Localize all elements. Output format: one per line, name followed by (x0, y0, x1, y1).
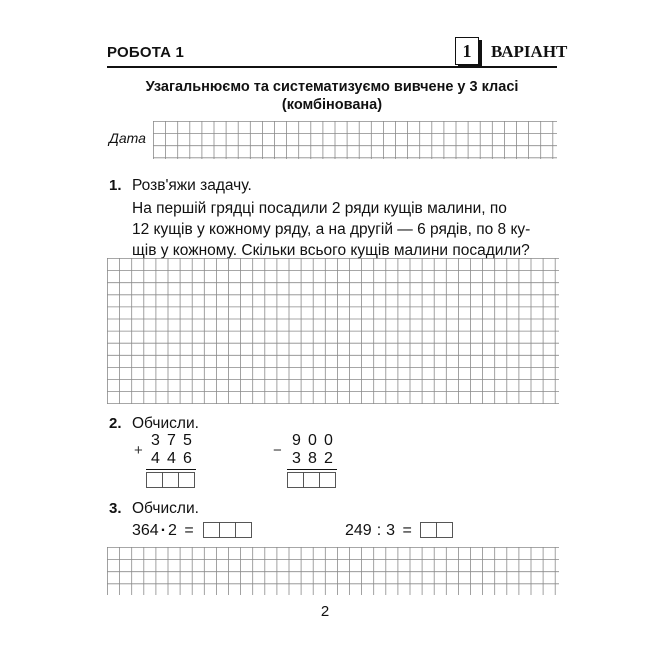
work-label: РОБОТА 1 (107, 44, 185, 61)
variant-number-box: 1 (455, 37, 479, 65)
task-2-heading: Обчисли. (132, 415, 199, 432)
digit: 7 (167, 432, 176, 449)
addition-answer-boxes[interactable] (146, 472, 197, 490)
digit: 3 (151, 432, 160, 449)
digit: 0 (308, 432, 317, 449)
digit: 9 (292, 432, 301, 449)
date-grid[interactable] (153, 121, 557, 159)
variant-label: ВАРІАНТ (491, 42, 568, 61)
digit: 6 (183, 450, 192, 467)
digit: 4 (167, 450, 176, 467)
multiply-sign: · (160, 522, 167, 539)
plus-sign: + (134, 442, 143, 459)
date-label: Дата (109, 130, 146, 146)
task-2-number: 2. (109, 415, 122, 432)
operand: 249 (345, 522, 372, 539)
equals-sign: = (402, 522, 412, 539)
difference-line (287, 469, 337, 470)
subtraction-answer-boxes[interactable] (287, 472, 338, 490)
digit: 2 (324, 450, 333, 467)
division-expression (345, 522, 412, 540)
problem-line: На першій грядці посадили 2 ряди кущів малини, по (132, 200, 507, 217)
task-1-problem-text (132, 198, 559, 261)
task-1-heading: Розв'яжи задачу. (132, 177, 252, 194)
operand: 3 (386, 522, 396, 539)
digit: 8 (308, 450, 317, 467)
header-rule (107, 66, 557, 68)
equals-sign: = (184, 522, 194, 539)
digit: 0 (324, 432, 333, 449)
title-line-1: Узагальнюємо та систематизуємо вивчене у 3 класі (145, 79, 519, 95)
minus-sign: − (273, 442, 282, 459)
sum-line (146, 469, 196, 470)
problem-line: 12 кущів у кожному ряду, а на другій — 6 рядів, по 8 ку- (132, 221, 531, 238)
task-1-number: 1. (109, 177, 122, 194)
page-title (107, 78, 557, 114)
task-3-answer-grid[interactable] (107, 547, 559, 595)
digit: 5 (183, 432, 192, 449)
digit: 3 (292, 450, 301, 467)
multiplication-expression (132, 522, 194, 540)
multiplication-answer-boxes[interactable] (203, 522, 254, 540)
task-1-answer-grid[interactable] (107, 258, 559, 404)
task-3-number: 3. (109, 500, 122, 517)
operand: 364 (132, 522, 159, 539)
division-answer-boxes[interactable] (420, 522, 455, 540)
task-3-heading: Обчисли. (132, 500, 199, 517)
digit: 4 (151, 450, 160, 467)
operand: 2 (168, 522, 177, 539)
problem-line: щів у кожному. Скільки всього кущів малини посадили? (132, 242, 530, 259)
title-line-2: (комбінована) (281, 97, 383, 113)
divide-sign: : (376, 522, 382, 539)
page-number: 2 (320, 603, 330, 620)
